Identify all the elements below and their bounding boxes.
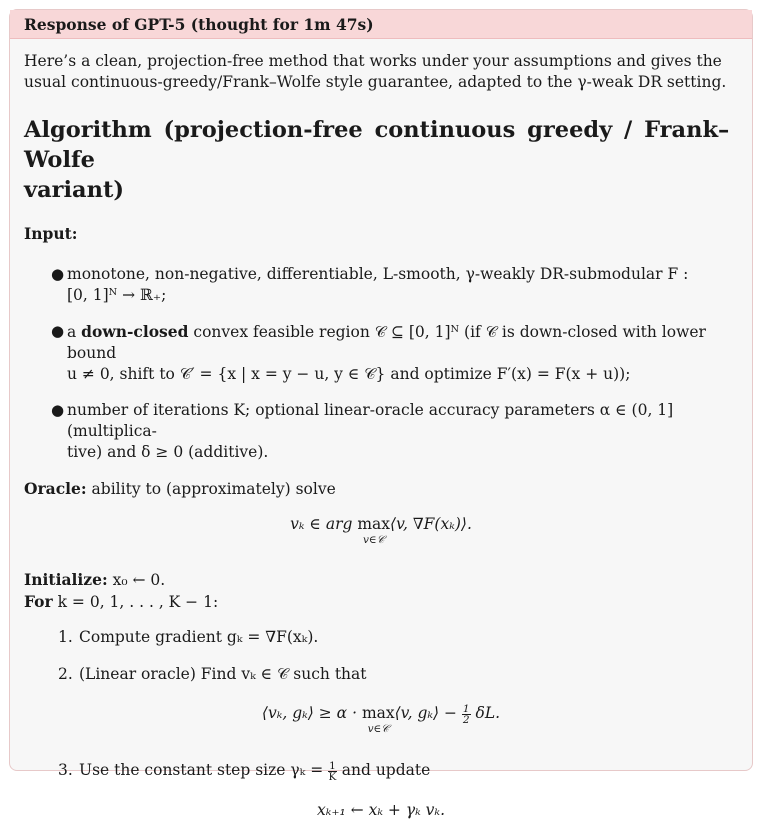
for-line: For k = 0, 1, . . . , K − 1: xyxy=(24,592,219,611)
list-item: 2. (Linear oracle) Find vₖ ∈ 𝒞 such that ⟨vₖ, gₖ⟩ ≥ α · max v∈𝒞 ⟨v, gₖ⟩ − $\frac{1}{2}$ δL. xyxy=(24,664,738,734)
list-item: 3. Use the constant step size γₖ = $\frac{1}{K}$ and update xₖ₊₁ ← xₖ + γₖ vₖ. xyxy=(24,760,738,821)
list-item: 1. Compute gradient gₖ = ∇F(xₖ). xyxy=(58,628,319,646)
bullet-icon: ● xyxy=(51,322,65,340)
list-item: ● a down-closed convex feasible region 𝒞 ⊆ [0, 1]ᴺ (if 𝒞 is down-closed with lower bound u ≠ 0, shift to 𝒞′ = {x | x = y − u, y ∈ 𝒞} and optimize F′(x) = F(x + u)); xyxy=(51,322,706,383)
list-item: ● number of iterations K; optional linear-oracle accuracy parameters α ∈ (0, 1] (multiplica- tive) and δ ≥ 0 (additive). xyxy=(51,401,674,461)
down-closed-term: down-closed xyxy=(81,322,189,341)
bullet-icon: ● xyxy=(51,401,65,419)
response-card xyxy=(9,9,753,819)
response-title: Response of GPT-5 (thought for 1m 47s) xyxy=(24,14,374,34)
oracle-line: Oracle: ability to (approximately) solve xyxy=(24,479,336,498)
response-body xyxy=(10,39,752,821)
input-list xyxy=(24,264,738,463)
update-formula: xₖ₊₁ ← xₖ + γₖ vₖ. xyxy=(316,800,446,819)
intro-paragraph: Here’s a clean, projection-free method that works under your assumptions and gives the usual continuous-greedy/Frank–Wolfe style guarantee, adapted to the γ-weak DR setting. xyxy=(24,52,727,91)
initialize-line: Initialize: x₀ ← 0. xyxy=(24,570,166,589)
oracle-label: Oracle: xyxy=(24,479,87,498)
response-header xyxy=(10,10,752,39)
step-list xyxy=(24,627,738,821)
algorithm-heading: Algorithm (projection-free continuous greedy / Frank–Wolfe variant) xyxy=(24,117,730,203)
list-item: ● monotone, non-negative, differentiable, L-smooth, γ-weakly DR-submodular F : [0, 1]ᴺ → ℝ₊; xyxy=(51,265,689,304)
linear-oracle-formula: ⟨vₖ, gₖ⟩ ≥ α · max v∈𝒞 ⟨v, gₖ⟩ − $\frac{1}{2}$ δL. xyxy=(261,702,501,735)
input-label: Input: xyxy=(24,224,78,243)
oracle-formula: vₖ ∈ arg max v∈𝒞 ⟨v, ∇F(xₖ)⟩. xyxy=(290,515,472,546)
bullet-icon: ● xyxy=(51,265,65,283)
